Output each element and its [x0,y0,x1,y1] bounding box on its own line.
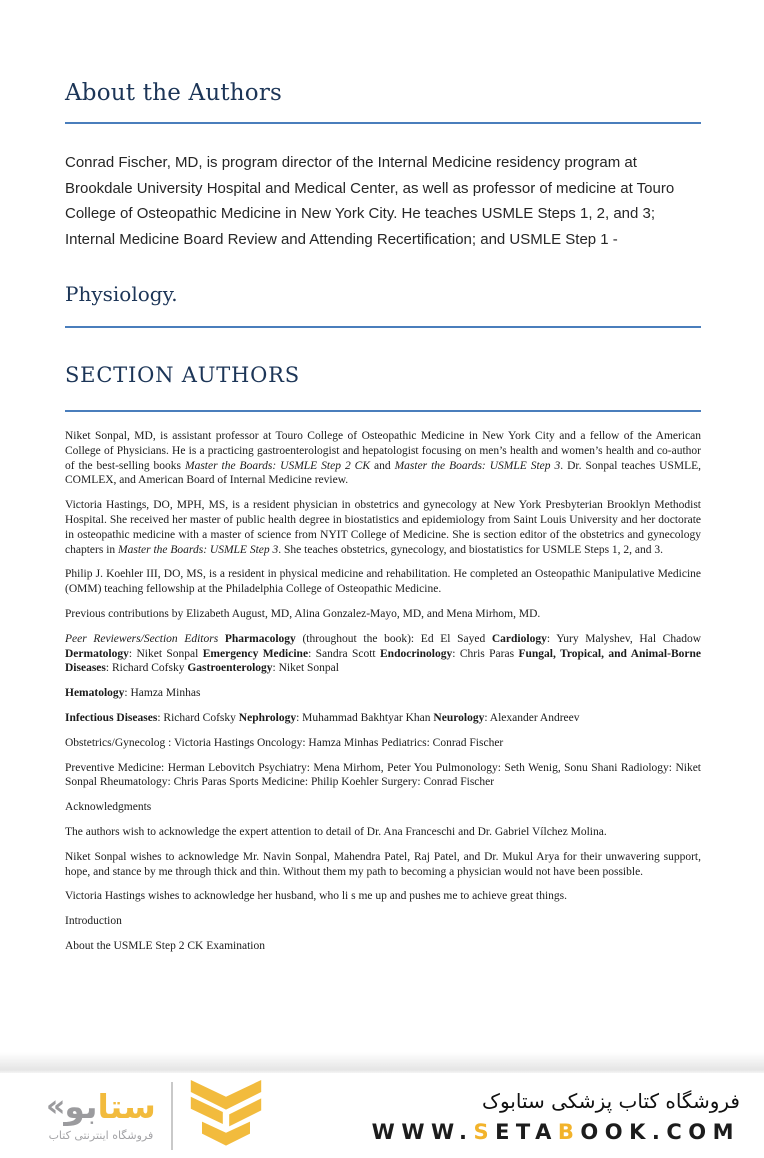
paragraph-niket-sonpal: Niket Sonpal, MD, is assistant professor at Touro College of Osteopathic Medicine in New York City and a fellow of the American College of Physicians. He is a practicing gastroenterologist and hepatologist focusing on men’s health and women’s health and co-author of the best-selling books Master the Boards: USMLE Step 2 CK and Master the Boards: USMLE Step 3. Dr. Sonpal teaches USMLE, COMLEX, and American Board of Internal Medicine review. [65,430,702,487]
logo-kaf-mark: « [46,1089,63,1124]
paragraph-niket-acknowledge: Niket Sonpal wishes to acknowledge Mr. Navin Sonpal, Mahendra Patel, Raj Patel, and Dr. Mukul Arya for their unwavering support, hope, and stance by me through thick and thin. Without them my path to becoming a physician would not have been possible. [65,850,701,878]
paragraph-hematology: Hematology: Hamza Minhas [65,687,201,700]
footer-tagline: فروشگاه کتاب پزشکی ستابوک [482,1088,740,1113]
logo-subtext: فروشگاه اینترنتی کتاب [48,1129,154,1142]
section-authors-body [65,429,701,954]
paragraph-previous-contributions: Previous contributions by Elizabeth August, MD, Alina Gonzalez-Mayo, MD, and Mena Mirhom, MD. [65,607,541,620]
paragraph-preventive-medicine: Preventive Medicine: Herman Lebovitch Psychiatry: Mena Mirhom, Peter You Pulmonology: Seth Wenig, Sonu Shani Radiology: Niket Sonpal Rheumatology: Chris Paras Sports Medicine: Philip Koehler Surgery: Conrad Fischer [65,761,701,789]
page-bottom-shadow [0,1052,764,1073]
paragraph-philip-koehler: Philip J. Koehler III, DO, MS, is a resident in physical medicine and rehabilitation. He completed an Osteopathic Manipulative Medicine (OMM) teaching fellowship at the Philadelphia College of Osteopathic Medicine. [65,568,701,596]
logo-word-yellow: ستا [97,1087,156,1126]
section-divider-rule [65,122,701,124]
paragraph-authors-acknowledge: The authors wish to acknowledge the expert attention to detail of Dr. Ana Franceschi and Dr. Gabriel Vílchez Molina. [65,825,607,838]
setabook-footer-banner [0,1073,764,1158]
setabook-logo [46,1089,156,1142]
intro-paragraph: Conrad Fischer, MD, is program director of the Internal Medicine residency program at Brookdale University Hospital and Medical Center, as well as professor of medicine at Touro College of Osteopathic Medicine in New York City. He teaches USMLE Steps 1, 2, and 3; Internal Medicine Board Review and Attending Recertification; and USMLE Step 1 - [65,154,675,248]
paragraph-infectious-diseases: Infectious Diseases: Richard Cofsky Nephrology: Muhammad Bakhtyar Khan Neurology: Alexander Andreev [65,711,580,724]
section-authors-heading: SECTION AUTHORS [65,363,300,387]
page-title: About the Authors [65,80,283,106]
paragraph-victoria-hastings: Victoria Hastings, DO, MPH, MS, is a resident physician in obstetrics and gynecology at New York Presbyterian Brooklyn Methodist Hospital. She received her master of public health degree in biostatistics and epidemiology from Saint Louis University and her doctorate in osteopathic medicine with a master of science from NYIT College of Medicine. She is section editor of the obstetrics and gynecology chapters in Master the Boards: USMLE Step 3. She teaches obstetrics, gynecology, and biostatistics for USMLE Steps 1, 2, and 3. [65,499,701,556]
book-page [0,78,764,1158]
footer-divider [171,1082,173,1150]
footer-right-block [372,1088,740,1144]
logo-word-gray: بو [64,1087,98,1126]
logo-word [64,1089,155,1125]
paragraph-acknowledgments-heading: Acknowledgments [65,801,152,814]
setabook-logo-wordmark [46,1089,156,1125]
setabook-chevron-icon [186,1075,266,1157]
paragraph-about-usmle: About the USMLE Step 2 CK Examination [65,939,265,952]
page-content [0,78,764,954]
subtitle-physiology: Physiology. [65,282,178,306]
paragraph-introduction: Introduction [65,915,122,928]
section-divider-rule [65,410,701,412]
paragraph-victoria-acknowledge: Victoria Hastings wishes to acknowledge her husband, who li s me up and pushes me to achieve great things. [65,890,568,903]
setabook-url: WWW.SETABOOK.COM [371,1119,740,1144]
paragraph-obgyn-oncology-pediatrics: Obstetrics/Gynecolog : Victoria Hastings Oncology: Hamza Minhas Pediatrics: Conrad Fischer [65,736,504,749]
section-divider-rule [65,326,701,328]
paragraph-peer-reviewers: Peer Reviewers/Section Editors Pharmacology (throughout the book): Ed El Sayed Cardiology: Yury Malyshev, Hal Chadow Dermatology: Niket Sonpal Emergency Medicine: Sandra Scott Endocrinology: Chris Paras Fungal, Tropical, and Animal-Borne Diseases: Richard Cofsky Gastroenterology: Niket Sonpal [65,632,702,675]
